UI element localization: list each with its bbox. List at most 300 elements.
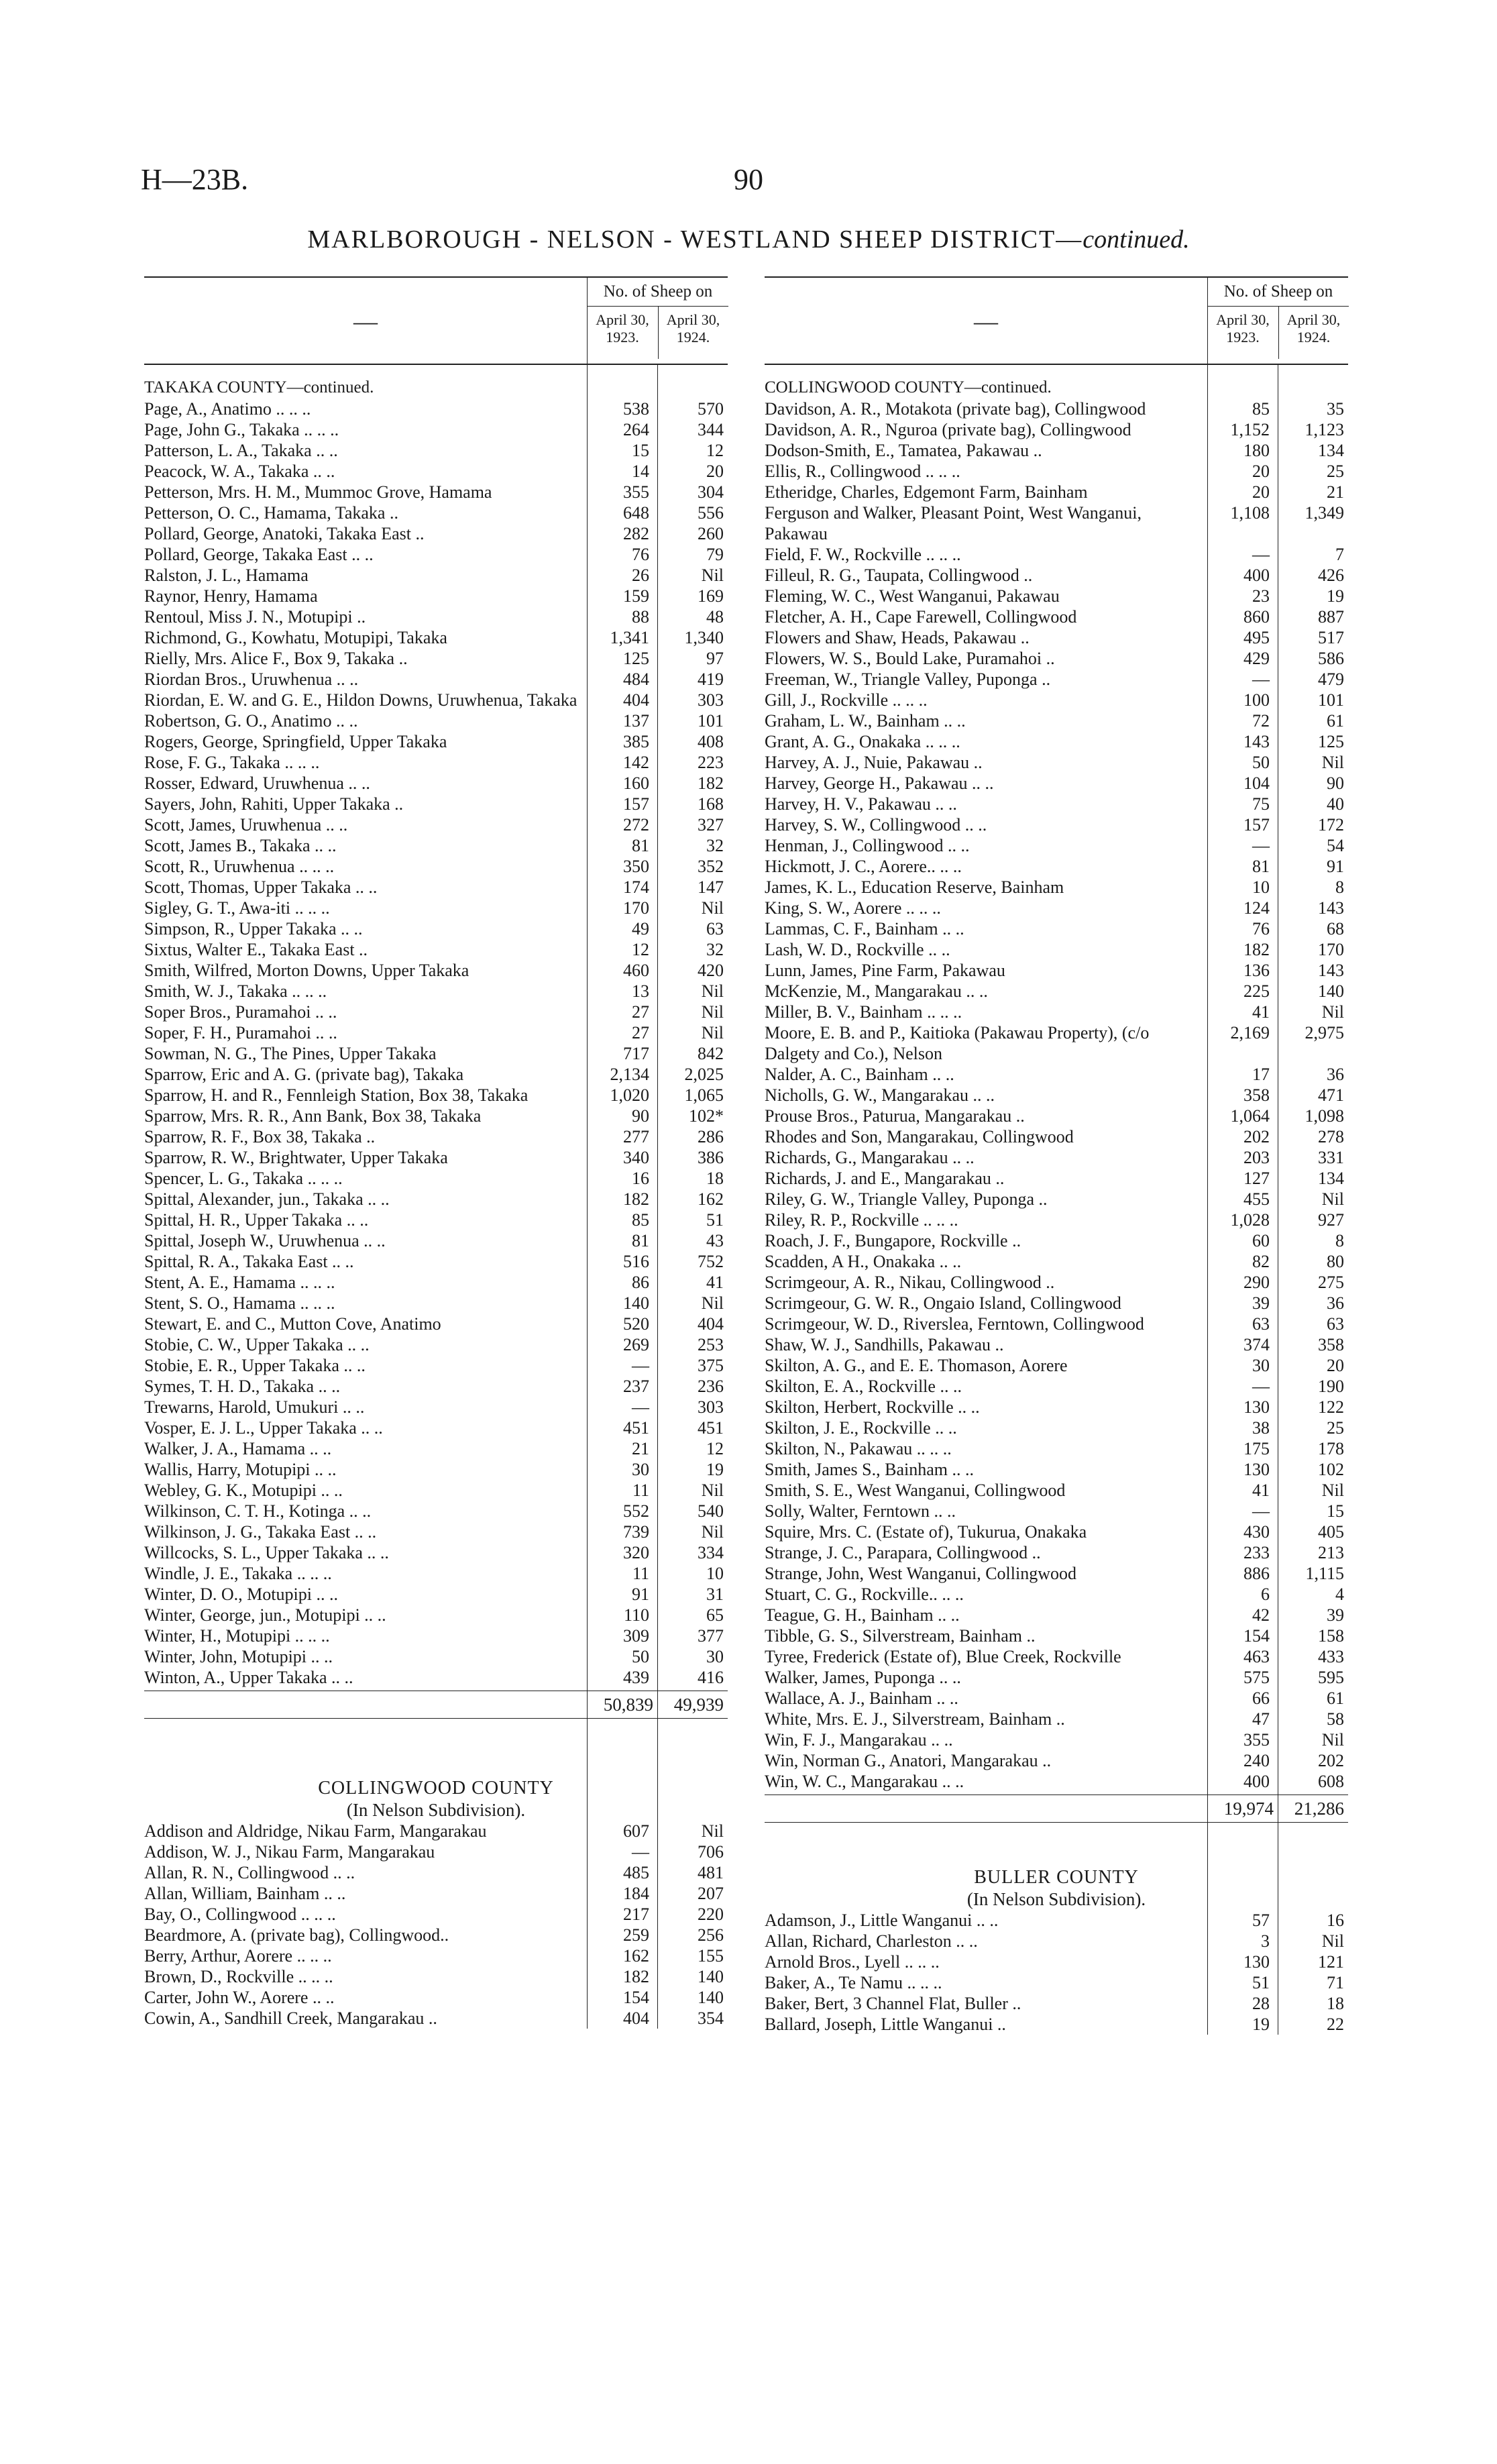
owner-name: Lunn, James, Pine Farm, Pakawau bbox=[765, 961, 1005, 980]
owner-name: Scott, Thomas, Upper Takaka .. .. bbox=[144, 877, 378, 897]
page-title-suffix: continued. bbox=[1083, 225, 1190, 254]
owner-name: Fleming, W. C., West Wanganui, Pakawau bbox=[765, 586, 1060, 606]
sheep-1924: Nil bbox=[701, 1023, 724, 1042]
sheep-1924: 433 bbox=[1318, 1647, 1344, 1666]
owner-name: Sayers, John, Rahiti, Upper Takaka .. bbox=[144, 794, 404, 814]
sheep-1923: 484 bbox=[623, 669, 649, 689]
sheep-1923: 75 bbox=[1252, 794, 1270, 814]
sheep-1923: 17 bbox=[1252, 1065, 1270, 1084]
sheep-1924: 102 bbox=[1318, 1460, 1344, 1479]
owner-name: Spencer, L. G., Takaka .. .. .. bbox=[144, 1169, 343, 1188]
sheep-1923: 41 bbox=[1252, 1481, 1270, 1500]
sheep-1923: 66 bbox=[1252, 1689, 1270, 1708]
owner-name: Allan, R. N., Collingwood .. .. bbox=[144, 1863, 355, 1882]
owner-name: Berry, Arthur, Aorere .. .. .. bbox=[144, 1946, 332, 1966]
sheep-1923: 13 bbox=[632, 981, 649, 1001]
table-body bbox=[765, 365, 1348, 2035]
sheep-1924: Nil bbox=[701, 981, 724, 1001]
table-row bbox=[144, 1459, 728, 1480]
table-row bbox=[144, 752, 728, 773]
sheep-1924: Nil bbox=[701, 1821, 724, 1841]
sheep-1924: 451 bbox=[698, 1418, 724, 1438]
sheep-count-header bbox=[587, 278, 728, 364]
owner-name: King, S. W., Aorere .. .. .. bbox=[765, 898, 941, 918]
table-row bbox=[144, 731, 728, 752]
sheep-1923: 400 bbox=[1243, 566, 1270, 585]
owner-name: Filleul, R. G., Taupata, Collingwood .. bbox=[765, 566, 1033, 585]
sheep-1923: 455 bbox=[1243, 1189, 1270, 1209]
sheep-1924: 517 bbox=[1318, 628, 1344, 647]
sheep-1924: Nil bbox=[701, 1522, 724, 1542]
sheep-1924: 172 bbox=[1318, 815, 1344, 835]
sheep-1923: 110 bbox=[623, 1605, 649, 1625]
owner-name: Sparrow, Mrs. R. R., Ann Bank, Box 38, Takaka bbox=[144, 1106, 482, 1126]
sheep-1923: 27 bbox=[632, 1002, 649, 1022]
owner-name: Ballard, Joseph, Little Wanganui .. bbox=[765, 2015, 1006, 2034]
sheep-1924: 479 bbox=[1318, 669, 1344, 689]
table-row bbox=[144, 627, 728, 648]
owner-name: Harvey, A. J., Nuie, Pakawau .. bbox=[765, 753, 983, 772]
sheep-1923: 21 bbox=[632, 1439, 649, 1458]
table-row bbox=[144, 1106, 728, 1126]
col-1924-header: April 30, 1924. bbox=[658, 307, 728, 359]
sheep-1923: 82 bbox=[1252, 1252, 1270, 1271]
table-row bbox=[765, 1688, 1348, 1709]
table-row bbox=[765, 1189, 1348, 1210]
sheep-1924: 22 bbox=[1327, 2015, 1344, 2034]
table-row bbox=[765, 814, 1348, 835]
sheep-1923: 39 bbox=[1252, 1293, 1270, 1313]
owner-name: Flowers, W. S., Bould Lake, Puramahoi .. bbox=[765, 649, 1055, 668]
owner-name: Wallis, Harry, Motupipi .. .. bbox=[144, 1460, 337, 1479]
sheep-1923: 290 bbox=[1243, 1273, 1270, 1292]
table-row bbox=[144, 502, 728, 523]
sheep-1923: 460 bbox=[623, 961, 649, 980]
sheep-1923: 3 bbox=[1261, 1931, 1270, 1951]
table-row bbox=[765, 1951, 1348, 1972]
table-row bbox=[144, 1002, 728, 1022]
sheep-1924: 303 bbox=[698, 1397, 724, 1417]
owner-name: Walker, J. A., Hamama .. .. bbox=[144, 1439, 332, 1458]
sheep-1923: 104 bbox=[1243, 773, 1270, 793]
sheep-1924: 65 bbox=[706, 1605, 724, 1625]
table-row bbox=[765, 1126, 1348, 1147]
sheep-1924: 90 bbox=[1327, 773, 1344, 793]
sheep-1924: 140 bbox=[698, 1967, 724, 1986]
section-subheading: (In Nelson Subdivision). bbox=[966, 1889, 1146, 1909]
owner-name: Miller, B. V., Bainham .. .. .. bbox=[765, 1002, 962, 1022]
table-row bbox=[765, 1646, 1348, 1667]
sheep-1924: 8 bbox=[1335, 877, 1344, 897]
sheep-1923: 50 bbox=[1252, 753, 1270, 772]
sheep-1924: Nil bbox=[1321, 1481, 1344, 1500]
sheep-1923: 16 bbox=[632, 1169, 649, 1188]
sheep-1923: 180 bbox=[1243, 441, 1270, 460]
table-row bbox=[144, 1334, 728, 1355]
sheep-1923: 26 bbox=[632, 566, 649, 585]
sheep-1924: 80 bbox=[1327, 1252, 1344, 1271]
sheep-1923: 88 bbox=[632, 607, 649, 627]
table-row bbox=[765, 1210, 1348, 1230]
sheep-1924: 190 bbox=[1318, 1377, 1344, 1396]
owner-name: Harvey, George H., Pakawau .. .. bbox=[765, 773, 994, 793]
sheep-1924: 43 bbox=[706, 1231, 724, 1250]
owner-name: Winter, John, Motupipi .. .. bbox=[144, 1647, 333, 1666]
owner-name: Arnold Bros., Lyell .. .. .. bbox=[765, 1952, 940, 1972]
table-row bbox=[144, 440, 728, 461]
owner-name: Pollard, George, Anatoki, Takaka East .. bbox=[144, 524, 425, 543]
sheep-1923: 47 bbox=[1252, 1709, 1270, 1729]
sheep-1924: 481 bbox=[698, 1863, 724, 1882]
table-row bbox=[144, 669, 728, 690]
sheep-1924: 31 bbox=[706, 1585, 724, 1604]
sheep-1924: 354 bbox=[698, 2008, 724, 2028]
table-row bbox=[765, 939, 1348, 960]
owner-name: Page, John G., Takaka .. .. .. bbox=[144, 420, 339, 439]
owner-name: Soper Bros., Puramahoi .. .. bbox=[144, 1002, 337, 1022]
owner-name: Tyree, Frederick (Estate of), Blue Creek, Rockville bbox=[765, 1647, 1121, 1666]
table-row bbox=[765, 669, 1348, 690]
sheep-1924: 236 bbox=[698, 1377, 724, 1396]
owner-name: Win, F. J., Mangarakau .. .. bbox=[765, 1730, 953, 1750]
sheep-1923: 30 bbox=[632, 1460, 649, 1479]
sheep-1924: 20 bbox=[706, 462, 724, 481]
sheep-1923: 6 bbox=[1261, 1585, 1270, 1604]
sheep-1923: 607 bbox=[623, 1821, 649, 1841]
sheep-1924: 304 bbox=[698, 482, 724, 502]
table-row bbox=[144, 1521, 728, 1542]
table-header bbox=[765, 276, 1348, 365]
owner-name: Nicholls, G. W., Mangarakau .. .. bbox=[765, 1085, 995, 1105]
table-row bbox=[144, 1022, 728, 1043]
owner-name: Skilton, A. G., and E. E. Thomason, Aorere bbox=[765, 1356, 1068, 1375]
sheep-1923: — bbox=[1252, 545, 1270, 564]
sheep-1923: 157 bbox=[623, 794, 649, 814]
table-row bbox=[144, 794, 728, 814]
column-rule bbox=[1207, 365, 1208, 2035]
column-rule bbox=[657, 365, 658, 2029]
sheep-1923: 124 bbox=[1243, 898, 1270, 918]
sheep-1923: 182 bbox=[1243, 940, 1270, 959]
owner-name: Robertson, G. O., Anatimo .. .. bbox=[144, 711, 358, 731]
sheep-1923: — bbox=[1252, 1501, 1270, 1521]
sheep-1924: 63 bbox=[1327, 1314, 1344, 1334]
table-row bbox=[765, 1293, 1348, 1314]
owner-name: Stewart, E. and C., Mutton Cove, Anatimo bbox=[144, 1314, 441, 1334]
table-row bbox=[144, 1904, 728, 1925]
sheep-1923: 143 bbox=[1243, 732, 1270, 751]
sheep-1923: 404 bbox=[623, 2008, 649, 2028]
sheep-1924: 63 bbox=[706, 919, 724, 939]
sheep-1924: 556 bbox=[698, 503, 724, 523]
section-subheading: (In Nelson Subdivision). bbox=[346, 1800, 526, 1820]
table-row bbox=[144, 586, 728, 606]
sheep-1924: 12 bbox=[706, 1439, 724, 1458]
sheep-1924: 140 bbox=[1318, 981, 1344, 1001]
owner-name: Trewarns, Harold, Umukuri .. .. bbox=[144, 1397, 365, 1417]
table-row bbox=[765, 586, 1348, 606]
table-row bbox=[765, 2014, 1348, 2035]
table-row bbox=[144, 773, 728, 794]
section-heading: TAKAKA COUNTY—continued. bbox=[144, 378, 374, 396]
table-row bbox=[144, 898, 728, 918]
table-row bbox=[144, 918, 728, 939]
owner-name: Strange, J. C., Parapara, Collingwood .. bbox=[765, 1543, 1041, 1562]
col-1923-header: April 30, 1923. bbox=[596, 311, 649, 345]
table-row bbox=[765, 1355, 1348, 1376]
table-row bbox=[765, 1002, 1348, 1022]
sheep-1924: 213 bbox=[1318, 1543, 1344, 1562]
owner-name: Baker, A., Te Namu .. .. .. bbox=[765, 1973, 942, 1992]
owner-name: Rogers, George, Springfield, Upper Takaka bbox=[144, 732, 447, 751]
table-row bbox=[765, 1625, 1348, 1646]
sheep-1924: Nil bbox=[701, 1481, 724, 1500]
table-row bbox=[144, 461, 728, 482]
sheep-1923: 51 bbox=[1252, 1973, 1270, 1992]
table-row bbox=[765, 877, 1348, 898]
table-row bbox=[144, 523, 728, 544]
sheep-1924: 20 bbox=[1327, 1356, 1344, 1375]
sheep-1923: 154 bbox=[1243, 1626, 1270, 1646]
owner-name: Rose, F. G., Takaka .. .. .. bbox=[144, 753, 320, 772]
sheep-1923: 259 bbox=[623, 1925, 649, 1945]
sheep-1924: 19 bbox=[1327, 586, 1344, 606]
table-row bbox=[765, 1750, 1348, 1771]
table-row bbox=[144, 1397, 728, 1417]
owner-name: Cowin, A., Sandhill Creek, Mangarakau .. bbox=[144, 2008, 437, 2028]
sheep-1924: 286 bbox=[698, 1127, 724, 1146]
owner-name: Spittal, Joseph W., Uruwhenua .. .. bbox=[144, 1231, 386, 1250]
sheep-1923: 309 bbox=[623, 1626, 649, 1646]
owner-name: Rosser, Edward, Uruwhenua .. .. bbox=[144, 773, 370, 793]
table-row bbox=[765, 1972, 1348, 1993]
table-row bbox=[765, 1910, 1348, 1931]
table-row bbox=[144, 1667, 728, 1688]
sheep-1923: 182 bbox=[623, 1189, 649, 1209]
owner-name: Petterson, Mrs. H. M., Mummoc Grove, Hamama bbox=[144, 482, 492, 502]
sheep-1924: 2,975 bbox=[1305, 1023, 1344, 1042]
owner-name: Addison, W. J., Nikau Farm, Mangarakau bbox=[144, 1842, 435, 1862]
sheep-1923: 1,108 bbox=[1230, 503, 1270, 523]
owner-name: Ferguson and Walker, Pleasant Point, West Wanganui, Pakawau bbox=[765, 503, 1142, 543]
owner-name: Peacock, W. A., Takaka .. .. bbox=[144, 462, 335, 481]
page-title-main: MARLBOROUGH - NELSON - WESTLAND SHEEP DISTRICT— bbox=[307, 225, 1083, 254]
sheep-1923: 12 bbox=[632, 940, 649, 959]
sheep-1924: 12 bbox=[706, 441, 724, 460]
owner-name: Smith, W. J., Takaka .. .. .. bbox=[144, 981, 327, 1001]
sheep-1923: 38 bbox=[1252, 1418, 1270, 1438]
sheep-1924: 7 bbox=[1335, 545, 1344, 564]
table-row bbox=[765, 1563, 1348, 1584]
sheep-1924: 36 bbox=[1327, 1293, 1344, 1313]
section-heading: COLLINGWOOD COUNTY—continued. bbox=[765, 378, 1052, 396]
table-row bbox=[765, 1480, 1348, 1501]
owner-name: Solly, Walter, Ferntown .. .. bbox=[765, 1501, 956, 1521]
sheep-1924: 168 bbox=[698, 794, 724, 814]
sheep-1924: 1,340 bbox=[684, 628, 724, 647]
sheep-1924: 377 bbox=[698, 1626, 724, 1646]
owner-name: Freeman, W., Triangle Valley, Puponga .. bbox=[765, 669, 1051, 689]
sheep-1923: 159 bbox=[623, 586, 649, 606]
sheep-1923: — bbox=[632, 1397, 649, 1417]
sheep-1923: 233 bbox=[1243, 1543, 1270, 1562]
owner-name: Sowman, N. G., The Pines, Upper Takaka bbox=[144, 1044, 437, 1063]
sheep-1923: 264 bbox=[623, 420, 649, 439]
owner-name: Adamson, J., Little Wanganui .. .. bbox=[765, 1911, 999, 1930]
table-row bbox=[144, 1168, 728, 1189]
owner-name: White, Mrs. E. J., Silverstream, Bainham .. bbox=[765, 1709, 1065, 1729]
sheep-1923: 72 bbox=[1252, 711, 1270, 731]
sheep-1923: 41 bbox=[1252, 1002, 1270, 1022]
owner-name: Flowers and Shaw, Heads, Pakawau .. bbox=[765, 628, 1030, 647]
table-row bbox=[765, 1022, 1348, 1064]
table-row bbox=[144, 1945, 728, 1966]
sheep-1923: 175 bbox=[1243, 1439, 1270, 1458]
table-row bbox=[765, 898, 1348, 918]
owner-name: Spittal, H. R., Upper Takaka .. .. bbox=[144, 1210, 369, 1230]
table-row bbox=[765, 398, 1348, 419]
table-row bbox=[765, 835, 1348, 856]
owner-name: Davidson, A. R., Nguroa (private bag), Collingwood bbox=[765, 420, 1131, 439]
owner-name: Riordan, E. W. and G. E., Hildon Downs, Uruwhenua, Takaka bbox=[144, 690, 577, 710]
sheep-1924: 155 bbox=[698, 1946, 724, 1966]
left-rows-collingwood bbox=[144, 1821, 728, 2029]
sheep-1923: 429 bbox=[1243, 649, 1270, 668]
owner-name: Skilton, E. A., Rockville .. .. bbox=[765, 1377, 962, 1396]
table-row bbox=[765, 731, 1348, 752]
owner-name: Stobie, C. W., Upper Takaka .. .. bbox=[144, 1335, 370, 1354]
table-row bbox=[765, 606, 1348, 627]
sheep-1923: 154 bbox=[623, 1988, 649, 2007]
sheep-1924: 416 bbox=[698, 1668, 724, 1687]
sheep-1924: 586 bbox=[1318, 649, 1344, 668]
sheep-1924: 169 bbox=[698, 586, 724, 606]
sheep-1924: 21 bbox=[1327, 482, 1344, 502]
table-row bbox=[765, 1771, 1348, 1792]
owner-name: Soper, F. H., Puramahoi .. .. bbox=[144, 1023, 337, 1042]
owner-name: Scadden, A H., Onakaka .. .. bbox=[765, 1252, 962, 1271]
owner-name: Sigley, G. T., Awa-iti .. .. .. bbox=[144, 898, 330, 918]
sheep-1923: 202 bbox=[1243, 1127, 1270, 1146]
sheep-1923: 1,152 bbox=[1230, 420, 1270, 439]
table-row bbox=[144, 1251, 728, 1272]
owner-name: Winter, D. O., Motupipi .. .. bbox=[144, 1585, 338, 1604]
owner-name: Bay, O., Collingwood .. .. .. bbox=[144, 1905, 336, 1924]
table-row bbox=[765, 648, 1348, 669]
table-row bbox=[144, 1584, 728, 1605]
sheep-1923: 100 bbox=[1243, 690, 1270, 710]
sheep-1923: 717 bbox=[623, 1044, 649, 1063]
sheep-1923: 269 bbox=[623, 1335, 649, 1354]
table-row bbox=[765, 482, 1348, 502]
owner-name: Patterson, L. A., Takaka .. .. bbox=[144, 441, 338, 460]
sheep-1923: 142 bbox=[623, 753, 649, 772]
table-row bbox=[144, 814, 728, 835]
sheep-1923: 282 bbox=[623, 524, 649, 543]
sheep-1923: 516 bbox=[623, 1252, 649, 1271]
sheep-1924: 178 bbox=[1318, 1439, 1344, 1458]
table-row bbox=[144, 1064, 728, 1085]
column-rule bbox=[587, 365, 588, 2029]
table-row bbox=[765, 1397, 1348, 1417]
table-row bbox=[765, 1667, 1348, 1688]
sheep-1924: 143 bbox=[1318, 898, 1344, 918]
sheep-1924: Nil bbox=[1321, 1002, 1344, 1022]
table-row bbox=[765, 627, 1348, 648]
sheep-1924: 25 bbox=[1327, 462, 1344, 481]
owner-name: Shaw, W. J., Sandhills, Pakawau .. bbox=[765, 1335, 1004, 1354]
table-row bbox=[144, 1417, 728, 1438]
sheep-1923: 463 bbox=[1243, 1647, 1270, 1666]
owner-name: Smith, James S., Bainham .. .. bbox=[765, 1460, 974, 1479]
table-row bbox=[144, 877, 728, 898]
totals-row bbox=[765, 1795, 1348, 1823]
sheep-1923: 76 bbox=[1252, 919, 1270, 939]
table-row bbox=[765, 1521, 1348, 1542]
sheep-1923: 240 bbox=[1243, 1751, 1270, 1770]
owner-name: Moore, E. B. and P., Kaitioka (Pakawau Property), (c/o Dalgety and Co.), Nelson bbox=[765, 1023, 1150, 1063]
sheep-1923: 157 bbox=[1243, 815, 1270, 835]
sheep-1923: 355 bbox=[623, 482, 649, 502]
sheep-1924: 706 bbox=[698, 1842, 724, 1862]
table-row bbox=[144, 1821, 728, 1841]
table-row bbox=[144, 1230, 728, 1251]
owner-name: Wilkinson, C. T. H., Kotinga .. .. bbox=[144, 1501, 372, 1521]
owner-name: Allan, Richard, Charleston .. .. bbox=[765, 1931, 978, 1951]
sheep-1924: 331 bbox=[1318, 1148, 1344, 1167]
table-row bbox=[144, 1126, 728, 1147]
sheep-1924: 1,065 bbox=[684, 1085, 724, 1105]
sheep-1924: 420 bbox=[698, 961, 724, 980]
table-row bbox=[765, 710, 1348, 731]
sheep-1923: 358 bbox=[1243, 1085, 1270, 1105]
table-row bbox=[765, 461, 1348, 482]
sheep-1923: 182 bbox=[623, 1967, 649, 1986]
table-row bbox=[144, 1646, 728, 1667]
owner-name: Sparrow, R. F., Box 38, Takaka .. bbox=[144, 1127, 376, 1146]
sheep-1924: 471 bbox=[1318, 1085, 1344, 1105]
owner-name: Baker, Bert, 3 Channel Flat, Buller .. bbox=[765, 1994, 1021, 2013]
table-row bbox=[144, 1841, 728, 1862]
owner-name: Teague, G. H., Bainham .. .. bbox=[765, 1605, 960, 1625]
sheep-1923: 538 bbox=[623, 399, 649, 419]
sheep-1923: 170 bbox=[623, 898, 649, 918]
sheep-1924: 97 bbox=[706, 649, 724, 668]
sheep-1924: 1,123 bbox=[1305, 420, 1344, 439]
sheep-1924: 327 bbox=[698, 815, 724, 835]
owner-name: Etheridge, Charles, Edgemont Farm, Bainham bbox=[765, 482, 1088, 502]
header-dash: — bbox=[353, 308, 378, 335]
sheep-1924: 752 bbox=[698, 1252, 724, 1271]
owner-name: Scott, James B., Takaka .. .. bbox=[144, 836, 337, 855]
sheep-1923: 272 bbox=[623, 815, 649, 835]
owner-name: Simpson, R., Upper Takaka .. .. bbox=[144, 919, 363, 939]
sheep-1924: 122 bbox=[1318, 1397, 1344, 1417]
sheep-1923: 130 bbox=[1243, 1952, 1270, 1972]
table-row bbox=[144, 1625, 728, 1646]
sheep-1923: 50 bbox=[632, 1647, 649, 1666]
owner-name: Skilton, Herbert, Rockville .. .. bbox=[765, 1397, 980, 1417]
owner-name: Skilton, J. E., Rockville .. .. bbox=[765, 1418, 957, 1438]
sheep-1924: 207 bbox=[698, 1884, 724, 1903]
sheep-count-header bbox=[1207, 278, 1349, 364]
sheep-1923: 320 bbox=[623, 1543, 649, 1562]
sheep-1924: 375 bbox=[698, 1356, 724, 1375]
sheep-1923: 451 bbox=[623, 1418, 649, 1438]
owner-name: Henman, J., Collingwood .. .. bbox=[765, 836, 970, 855]
sheep-1923: 30 bbox=[1252, 1356, 1270, 1375]
owner-name: Harvey, H. V., Pakawau .. .. bbox=[765, 794, 957, 814]
